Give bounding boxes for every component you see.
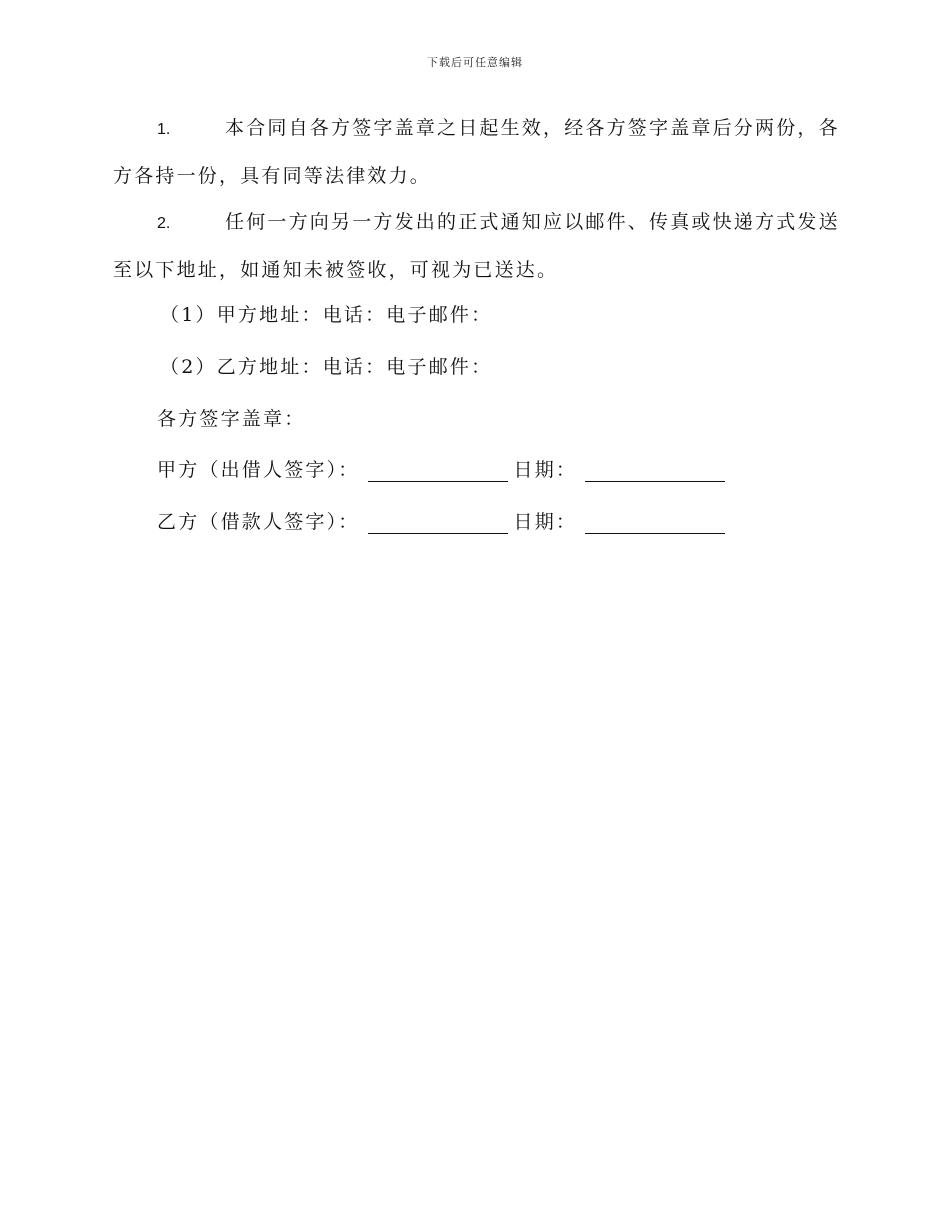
- signature-heading: 各方签字盖章：: [157, 408, 306, 430]
- party-b-signature-blank[interactable]: [368, 513, 508, 534]
- party-a-address-line: （1）甲方地址：电话：电子邮件：: [160, 304, 493, 326]
- party-a-signature-blank[interactable]: [368, 461, 508, 482]
- party-a-signature-row: [157, 458, 731, 482]
- party-a-date-label: 日期：: [513, 459, 578, 481]
- clause-1-text: 本合同自各方签字盖章之日起生效，经各方签字盖章后分两份，各方各持一份，具有同等法律效力。: [113, 117, 840, 187]
- clause-1: [113, 105, 843, 199]
- clause-2-text: 任何一方向另一方发出的正式通知应以邮件、传真或快递方式发送至以下地址，如通知未被签收，可视为已送达。: [113, 211, 840, 281]
- party-b-signature-label: 乙方（借款人签字）：: [157, 511, 360, 533]
- party-a-date-blank[interactable]: [585, 461, 725, 482]
- clause-2: [113, 199, 843, 293]
- party-b-signature-row: [157, 510, 731, 534]
- clause-1-number: 1.: [157, 121, 171, 138]
- party-b-date-label: 日期：: [513, 511, 578, 533]
- party-b-date-blank[interactable]: [585, 513, 725, 534]
- party-a-signature-label: 甲方（出借人签字）：: [157, 459, 360, 481]
- clause-2-number: 2.: [157, 215, 171, 232]
- page-header: 下载后可任意编辑: [427, 56, 523, 69]
- party-b-address-line: （2）乙方地址：电话：电子邮件：: [160, 356, 493, 378]
